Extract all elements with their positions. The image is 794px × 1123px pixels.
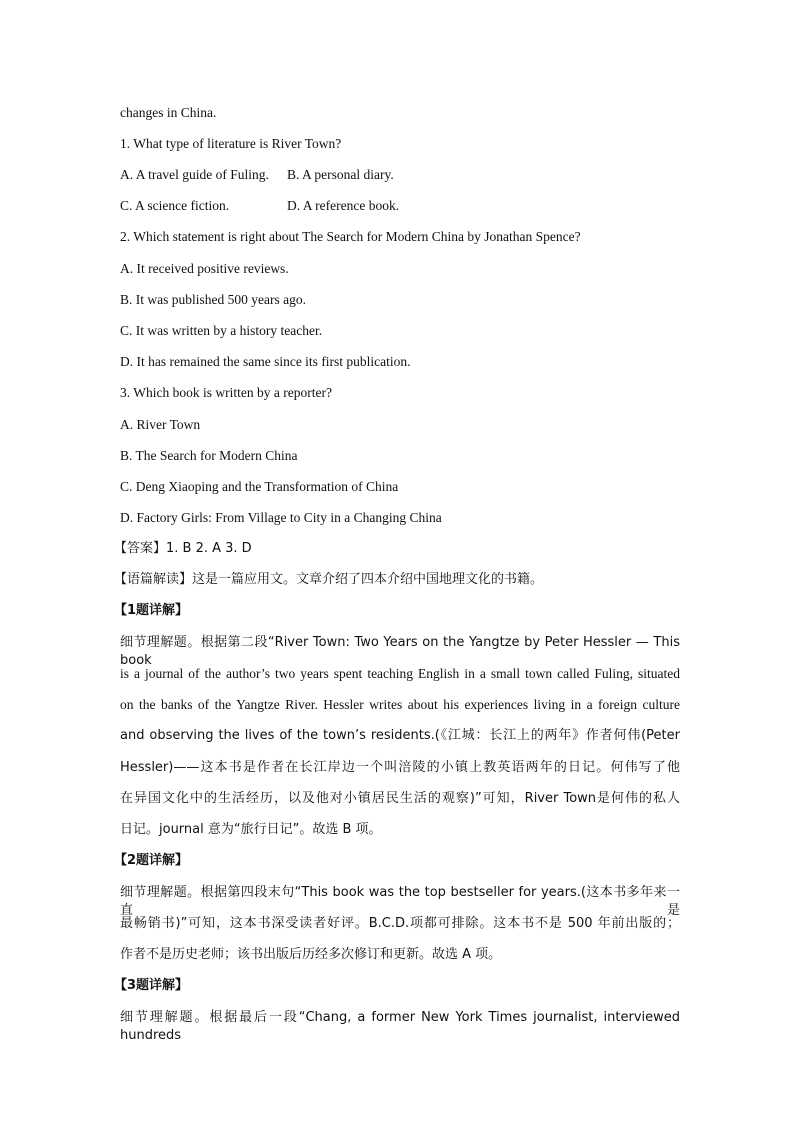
paragraph-line: and observing the lives of the town’s residents.(《江城：长江上的两年》作者何伟(Peter	[120, 728, 680, 743]
answer-line: 【答案】1. B 2. A 3. D	[114, 541, 252, 556]
option-d: D. Factory Girls: From Village to City in a Changing China	[120, 510, 442, 525]
option-c: C. It was written by a history teacher.	[120, 323, 323, 338]
option-b: B. It was published 500 years ago.	[120, 292, 306, 307]
section-heading-1: 【1题详解】	[114, 603, 189, 618]
question-2: 2. Which statement is right about The Search for Modern China by Jonathan Spence?	[120, 229, 581, 244]
text-line: changes in China.	[120, 105, 217, 120]
option-b: B. A personal diary.	[287, 167, 394, 182]
option-a: A. It received positive reviews.	[120, 261, 289, 276]
paragraph-line: Hessler)——这本书是作者在长江岸边一个叫涪陵的小镇上教英语两年的日记。何伟写了他	[120, 760, 680, 775]
question-3: 3. Which book is written by a reporter?	[120, 385, 332, 400]
paragraph-line: 作者不是历史老师；该书出版后历经多次修订和更新。故选 A 项。	[120, 947, 502, 962]
paragraph-line: 细节理解题。根据最后一段“Chang, a former New York Times journalist, interviewed hundreds	[120, 1010, 680, 1043]
section-heading-3: 【3题详解】	[114, 978, 189, 993]
option-c: C. Deng Xiaoping and the Transformation of China	[120, 479, 399, 494]
option-c: C. A science fiction.	[120, 198, 230, 213]
paragraph-line: on the banks of the Yangtze River. Hessler writes about his experiences living in a foreign culture	[120, 697, 680, 712]
question-1-options-row-1	[120, 166, 680, 184]
paragraph-line: 日记。journal 意为“旅行日记”。故选 B 项。	[120, 822, 382, 837]
paragraph-line: 细节理解题。根据第四段末句“This book was the top bestseller for years.(这本书多年来一直是	[120, 885, 680, 918]
paragraph-line: 最畅销书)”可知，这本书深受读者好评。B.C.D.项都可排除。这本书不是 500 年前出版的；	[120, 916, 680, 931]
paragraph-line: 细节理解题。根据第二段“River Town: Two Years on the Yangtze by Peter Hessler — This book	[120, 635, 680, 668]
option-a: A. River Town	[120, 417, 201, 432]
paragraph-line: 在异国文化中的生活经历，以及他对小镇居民生活的观察)”可知，River Town是何伟的私人	[120, 791, 680, 806]
analysis-line: 【语篇解读】这是一篇应用文。文章介绍了四本介绍中国地理文化的书籍。	[114, 572, 544, 587]
section-heading-2: 【2题详解】	[114, 853, 189, 868]
question-1-options-row-2	[120, 197, 680, 215]
option-d: D. It has remained the same since its first publication.	[120, 354, 411, 369]
option-b: B. The Search for Modern China	[120, 448, 298, 463]
paragraph-line: is a journal of the author’s two years spent teaching English in a small town called Fuling, situated	[120, 666, 680, 681]
option-d: D. A reference book.	[287, 198, 400, 213]
question-1: 1. What type of literature is River Town?	[120, 136, 342, 151]
option-a: A. A travel guide of Fuling.	[120, 167, 269, 182]
